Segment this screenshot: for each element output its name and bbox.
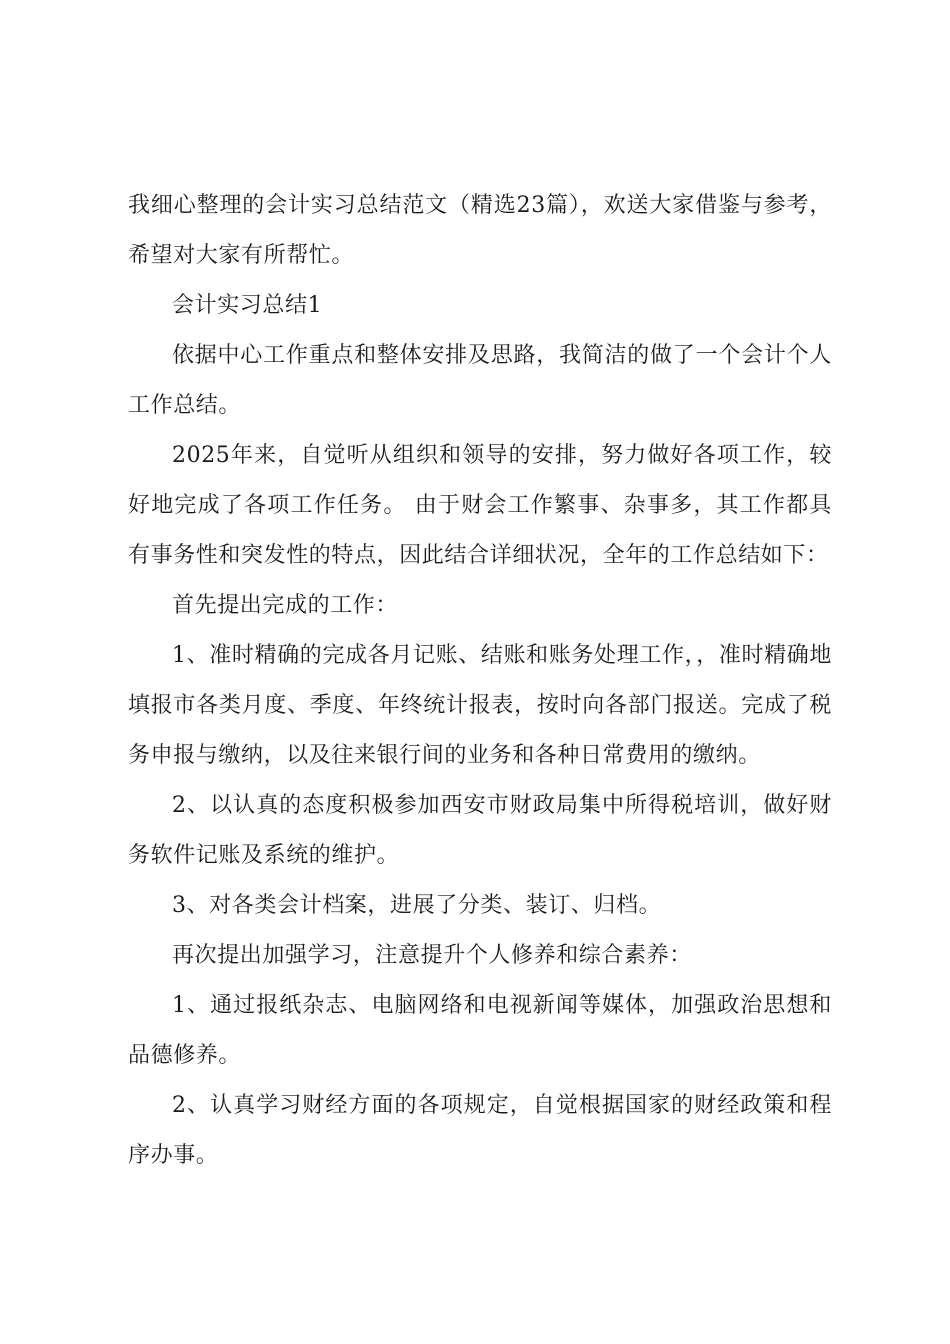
document-body: [128, 181, 832, 1181]
intro-paragraph: 我细心整理的会计实习总结范文（精选23篇），欢送大家借鉴与参考，希望对大家有所帮忙。: [128, 193, 832, 268]
list-item: 1、准时精确的完成各月记账、结账和账务处理工作，，准时精确地填报市各类月度、季度、年终统计报表，按时向各部门报送。完成了税务申报与缴纳，以及往来银行间的业务和各种日常费用的缴纳。: [128, 643, 832, 768]
list-item: 2、以认真的态度积极参加西安市财政局集中所得税培训，做好财务软件记账及系统的维护。: [128, 793, 832, 868]
subheading: 再次提出加强学习，注意提升个人修养和综合素养：: [172, 943, 692, 968]
list-item: 1、通过报纸杂志、电脑网络和电视新闻等媒体，加强政治思想和品德修养。: [128, 993, 832, 1068]
subheading: 首先提出完成的工作：: [172, 593, 399, 618]
list-item: 3、对各类会计档案，进展了分类、装订、归档。: [172, 893, 662, 918]
section-heading: 会计实习总结1: [172, 293, 323, 318]
paragraph: 2025年来，自觉听从组织和领导的安排，努力做好各项工作，较好地完成了各项工作任务。 由于财会工作繁事、杂事多，其工作都具有事务性和突发性的特点，因此结合详细状况，全年的工作总结如下：: [128, 443, 832, 568]
paragraph: 依据中心工作重点和整体安排及思路，我简洁的做了一个会计个人工作总结。: [128, 343, 832, 418]
list-item: 2、认真学习财经方面的各项规定，自觉根据国家的财经政策和程序办事。: [128, 1093, 832, 1168]
